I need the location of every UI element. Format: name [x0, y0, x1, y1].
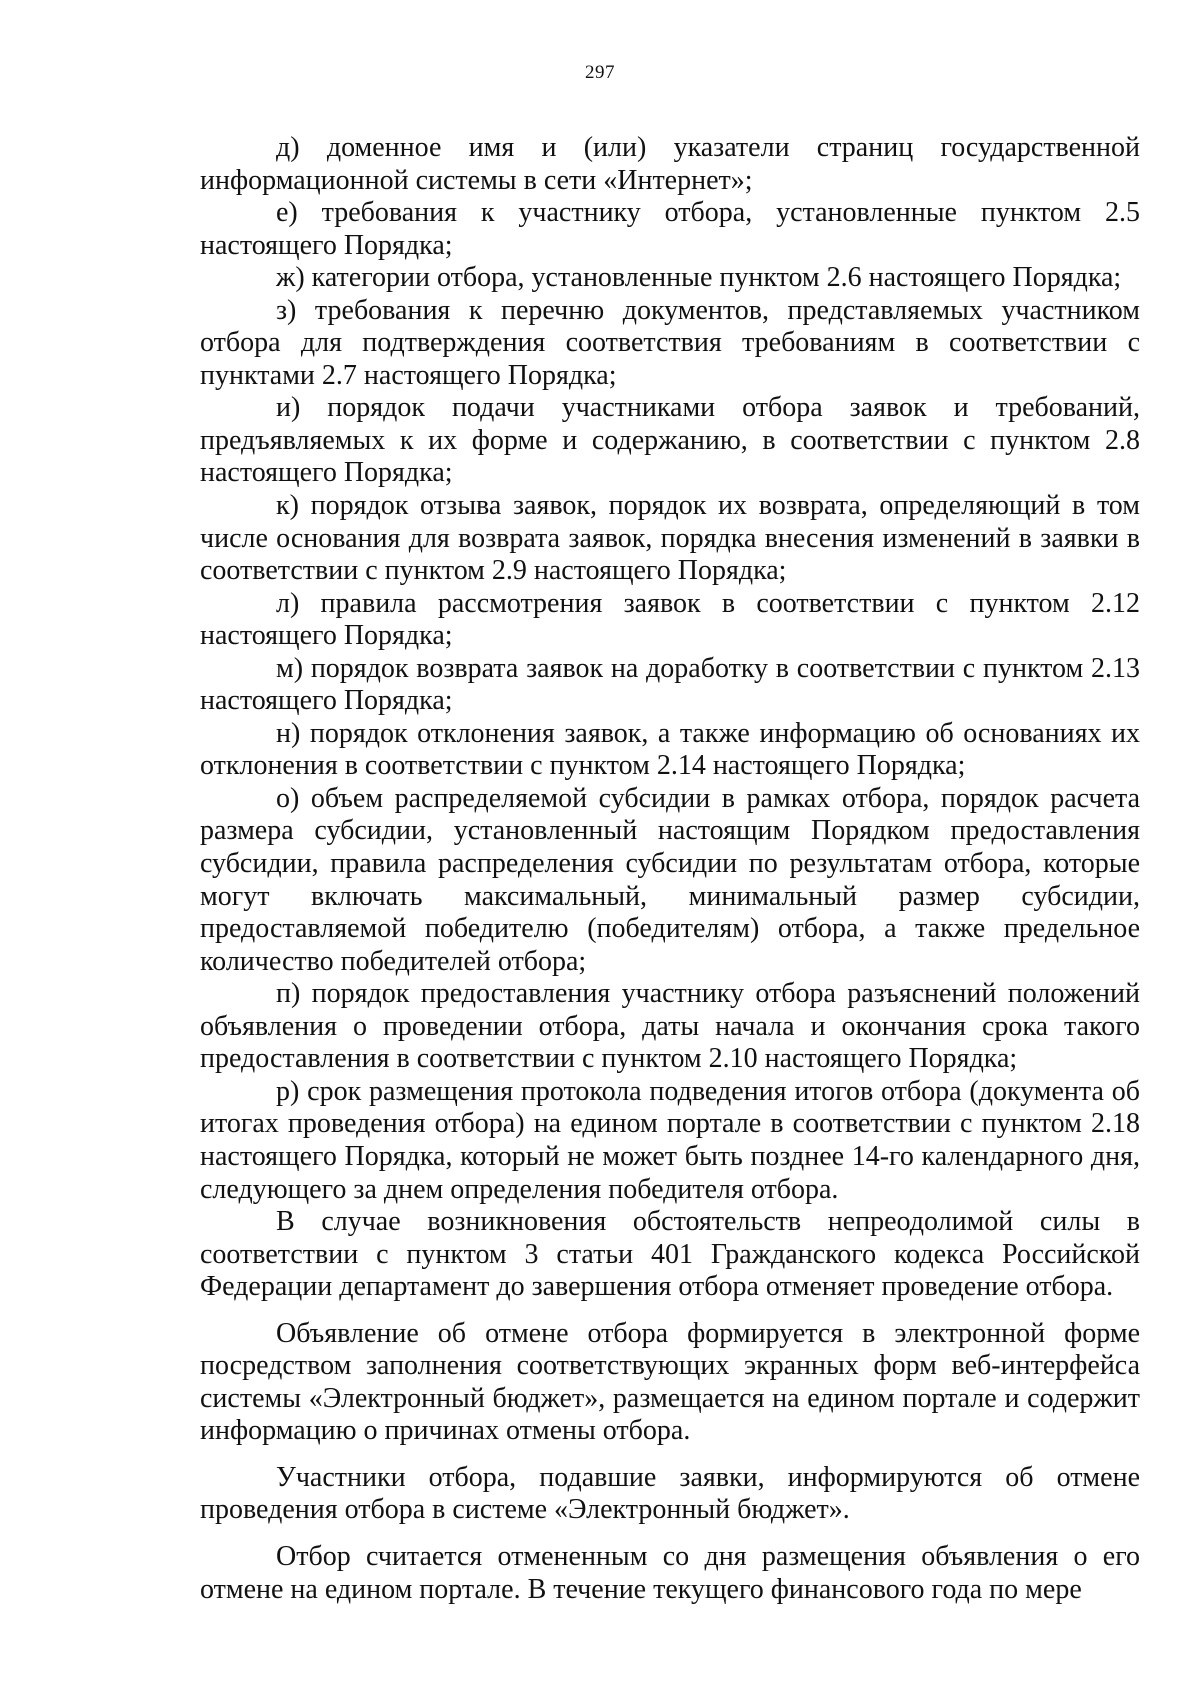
item-o: о) объем распределяемой субсидии в рамках отбора, порядок расчета размера субсидии, установленный настоящим Порядком предоставления субсидии, правила распределения субсидии по результатам отбора, которые могут включать максимальный, минимальный размер субсидии, предоставляемой победителю (победителям) отбора, а также предельное количество победителей отбора;	[200, 782, 1140, 977]
document-body	[200, 132, 1140, 1606]
participants-notification-paragraph: Участники отбора, подавшие заявки, информируются об отмене проведения отбора в системе «Электронный бюджет».	[200, 1461, 1140, 1526]
item-e: е) требования к участнику отбора, установленные пунктом 2.5 настоящего Порядка;	[200, 197, 1140, 261]
item-n: н) порядок отклонения заявок, а также информацию об основаниях их отклонения в соответствии с пунктом 2.14 настоящего Порядка;	[200, 717, 1140, 782]
item-z: з) требования к перечню документов, представляемых участником отбора для подтверждения соответствия требованиям в соответствии с пунктами 2.7 настоящего Порядка;	[200, 294, 1140, 391]
force-majeure-paragraph: В случае возникновения обстоятельств непреодолимой силы в соответствии с пунктом 3 статьи 401 Гражданского кодекса Российской Федерации департамент до завершения отбора отменяет проведение отбора.	[200, 1206, 1140, 1303]
item-zh: ж) категории отбора, установленные пунктом 2.6 настоящего Порядка;	[276, 262, 1122, 294]
item-i: и) порядок подачи участниками отбора заявок и требований, предъявляемых к их форме и содержанию, в соответствии с пунктом 2.8 настоящего Порядка;	[200, 392, 1140, 489]
item-k: к) порядок отзыва заявок, порядок их возврата, определяющий в том числе основания для возврата заявок, порядка внесения изменений в заявки в соответствии с пунктом 2.9 настоящего Порядка;	[200, 490, 1140, 587]
item-l: л) правила рассмотрения заявок в соответствии с пунктом 2.12 настоящего Порядка;	[200, 587, 1140, 652]
page-number: 297	[585, 62, 615, 83]
cancellation-announcement-paragraph: Объявление об отмене отбора формируется в электронной форме посредством заполнения соответствующих экранных форм веб-интерфейса системы «Электронный бюджет», размещается на едином портале и содержит информацию о причинах отмены отбора.	[200, 1317, 1140, 1447]
item-p: п) порядок предоставления участнику отбора разъяснений положений объявления о проведении отбора, даты начала и окончания срока такого предоставления в соответствии с пунктом 2.10 настоящего Порядка;	[200, 978, 1140, 1075]
item-m: м) порядок возврата заявок на доработку в соответствии с пунктом 2.13 настоящего Порядка;	[200, 652, 1140, 717]
item-r: р) срок размещения протокола подведения итогов отбора (документа об итогах проведения отбора) на едином портале в соответствии с пунктом 2.18 настоящего Порядка, который не может быть позднее 14-го календарного дня, следующего за днем определения победителя отбора.	[200, 1075, 1140, 1205]
item-d: д) доменное имя и (или) указатели страниц государственной информационной системы в сети «Интернет»;	[200, 132, 1140, 196]
cancellation-effective-paragraph: Отбор считается отмененным со дня размещения объявления о его отмене на едином портале. В течение текущего финансового года по мере	[200, 1540, 1140, 1605]
